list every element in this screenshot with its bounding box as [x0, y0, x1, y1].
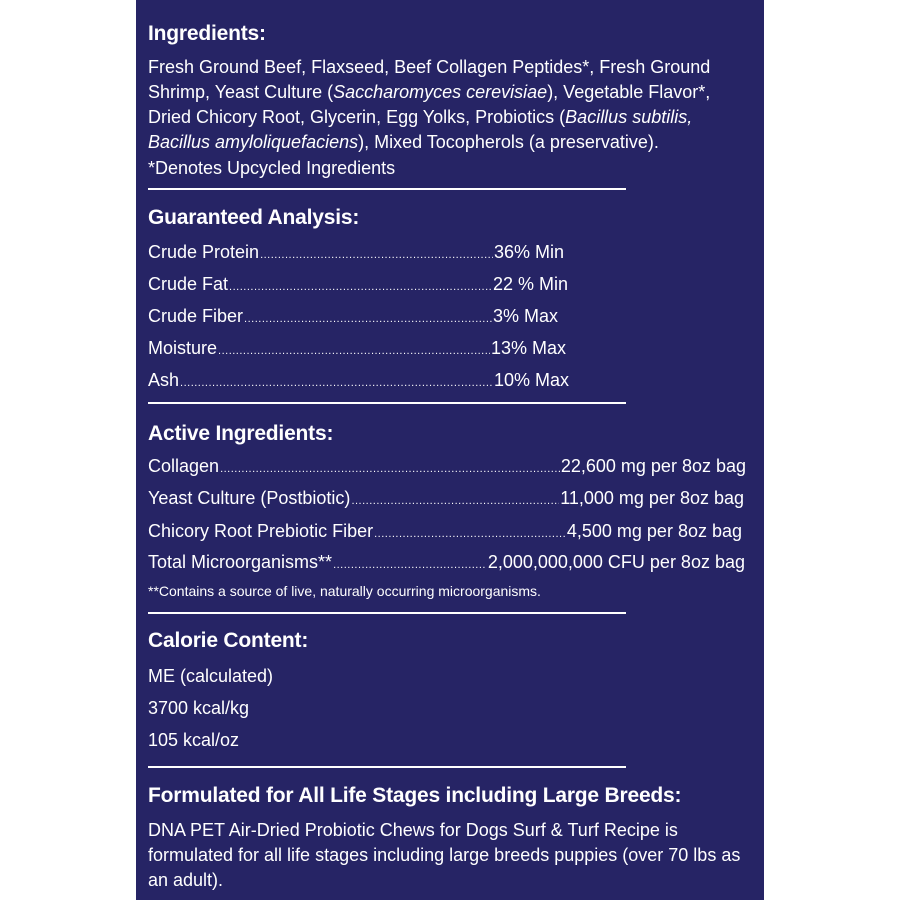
analysis-value: 22 % Min	[492, 274, 568, 294]
leader-dots	[220, 457, 560, 481]
analysis-row	[148, 272, 568, 296]
active-value: 4,500 mg per 8oz bag	[566, 521, 742, 541]
leader-dots	[260, 243, 493, 267]
active-label: Chicory Root Prebiotic Fiber	[148, 521, 374, 541]
ingredients-heading: Ingredients:	[148, 22, 266, 45]
leader-dots	[180, 371, 493, 395]
active-label: Collagen	[148, 456, 220, 476]
leader-dots	[229, 275, 492, 299]
leader-dots	[244, 307, 492, 331]
life-stages-heading: Formulated for All Life Stages including Large Breeds:	[148, 784, 682, 807]
analysis-row	[148, 336, 566, 360]
divider	[148, 402, 626, 404]
ingredients-list: Fresh Ground Beef, Flaxseed, Beef Collagen Peptides*, Fresh Ground Shrimp, Yeast Culture (Saccharomyces cerevisiae), Vegetable Flavor*, Dried Chicory Root, Glycerin, Egg Yolks, Probiotics (Bacillus subtilis, Bacillus amyloliquefaciens), Mixed Tocopherols (a preservative).	[148, 57, 711, 152]
active-row	[148, 550, 745, 574]
active-value: 22,600 mg per 8oz bag	[560, 456, 746, 476]
divider	[148, 188, 626, 190]
analysis-value: 3% Max	[492, 306, 558, 326]
active-label: Yeast Culture (Postbiotic)	[148, 488, 351, 508]
upcycled-note: *Denotes Upcycled Ingredients	[148, 158, 396, 178]
analysis-label: Crude Fat	[148, 274, 229, 294]
calorie-content-heading: Calorie Content:	[148, 629, 309, 652]
active-value: 2,000,000,000 CFU per 8oz bag	[487, 552, 745, 572]
analysis-row	[148, 304, 558, 328]
leader-dots	[333, 553, 487, 577]
active-value: 11,000 mg per 8oz bag	[560, 488, 744, 508]
analysis-label: Moisture	[148, 338, 218, 358]
active-row	[148, 519, 742, 543]
calorie-line: 105 kcal/oz	[148, 730, 240, 750]
analysis-value: 10% Max	[493, 370, 569, 390]
calorie-line: 3700 kcal/kg	[148, 698, 250, 718]
divider	[148, 612, 626, 614]
active-row	[148, 454, 746, 478]
active-ingredients-heading: Active Ingredients:	[148, 422, 334, 445]
analysis-row	[148, 368, 569, 392]
active-row	[148, 486, 744, 510]
analysis-value: 13% Max	[490, 338, 566, 358]
analysis-label: Crude Protein	[148, 242, 260, 262]
nutrition-panel	[136, 0, 764, 900]
divider	[148, 766, 626, 768]
leader-dots	[374, 522, 566, 546]
calorie-line: ME (calculated)	[148, 666, 274, 686]
guaranteed-analysis-heading: Guaranteed Analysis:	[148, 206, 360, 229]
analysis-label: Ash	[148, 370, 180, 390]
analysis-value: 36% Min	[493, 242, 564, 262]
active-label: Total Microorganisms**	[148, 552, 333, 572]
life-stages-text: DNA PET Air-Dried Probiotic Chews for Dogs Surf & Turf Recipe is formulated for all life stages including large breeds puppies (over 70 lbs as an adult).	[148, 820, 741, 890]
leader-dots	[218, 339, 490, 363]
analysis-label: Crude Fiber	[148, 306, 244, 326]
leader-dots	[351, 489, 559, 513]
analysis-row	[148, 240, 564, 264]
microorganisms-note: **Contains a source of live, naturally occurring microorganisms.	[148, 583, 541, 599]
